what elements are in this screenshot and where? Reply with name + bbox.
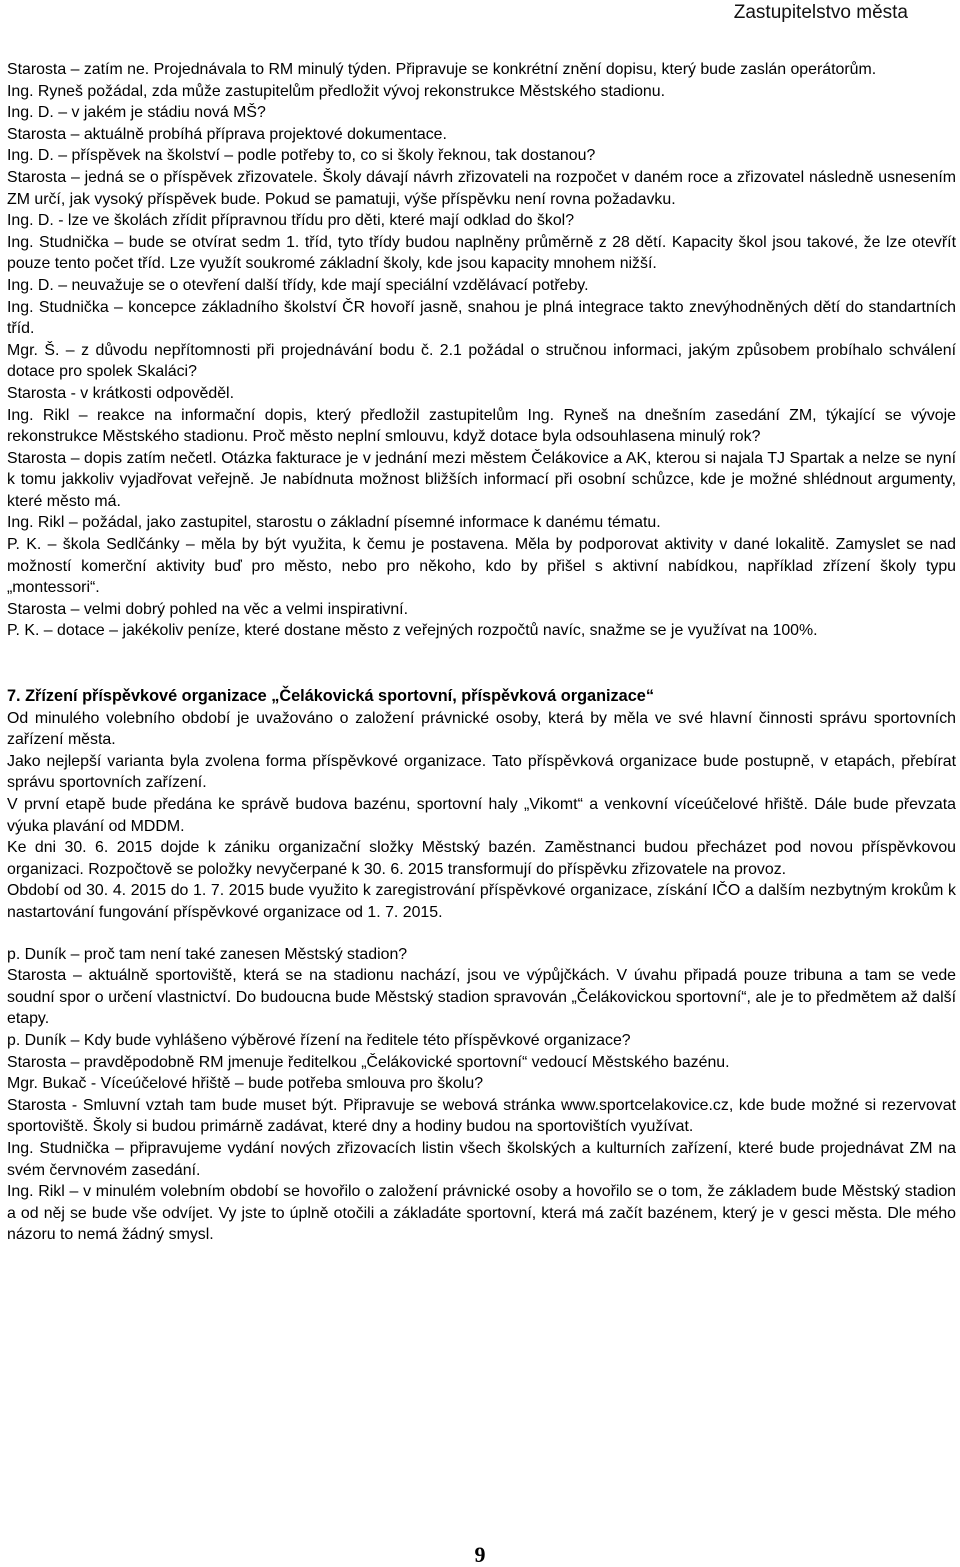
section-spacer: [7, 642, 956, 686]
paragraph: Starosta – zatím ne. Projednávala to RM minulý týden. Připravuje se konkrétní znění dopisu, který bude zaslán operátorům.: [7, 61, 877, 78]
document-body: [7, 59, 956, 1246]
paragraph: Starosta – velmi dobrý pohled na věc a velmi inspirativní.: [7, 600, 408, 618]
paragraph: Starosta – jedná se o příspěvek zřizovatele. Školy dávají návrh zřizovateli na rozpočet v daném roce a zřizovatel následně usnesením ZM určí, jak vysoký příspěvek bude. Pokud se pamatuji, výše příspěvku není rovna požadavku.: [7, 168, 956, 208]
paragraph-spacer: [7, 924, 956, 944]
paragraph: V první etapě bude předána ke správě budova bazénu, sportovní haly „Vikomt“ a venkovní víceúčelové hřiště. Dále bude převzata výuka plavání od MDDM.: [7, 796, 956, 835]
paragraph: Starosta – aktuálně sportoviště, která se na stadionu nachází, jsou ve výpůjčkách. V úvahu připadá pouze tribuna a tam se vede soudní spor o určení vlastnictví. Do budoucna bude Městský stadion spravován „Čelákovickou sportovní“, ale je to předmětem až další etapy.: [7, 967, 956, 1028]
paragraph: Ing. Ryneš požádal, zda může zastupitelům předložit vývoj rekonstrukce Městského stadionu.: [7, 82, 666, 100]
paragraph: Starosta – aktuálně probíhá příprava projektové dokumentace.: [7, 125, 447, 143]
paragraph: Ing. D. – příspěvek na školství – podle potřeby to, co si školy řeknou, tak dostanou?: [7, 147, 596, 165]
paragraph: Ing. Studnička – připravujeme vydání nových zřizovacích listin všech školských a kulturních zařízení, které bude projednávat ZM na svém červnovém zasedání.: [7, 1139, 956, 1179]
paragraph: Starosta – pravděpodobně RM jmenuje ředitelkou „Čelákovické sportovní“ vedoucí Městského bazénu.: [7, 1053, 730, 1071]
paragraph: Období od 30. 4. 2015 do 1. 7. 2015 bude využito k zaregistrování příspěvkové organizace, získání IČO a dalším nezbytným krokům k nastartování fungování příspěvkové organizace od 1. 7. 2015.: [7, 882, 956, 921]
paragraph: P. K. – škola Sedlčánky – měla by být využita, k čemu je postavena. Měla by podporovat aktivity v dané lokalitě. Zamyslet se nad možností komerční aktivity buď pro město, nebo pro někoho, kdo by přišel s aktivní nabídkou, například zřízení školy typu „montessori“.: [7, 536, 956, 597]
paragraph: Ing. Studnička – bude se otvírat sedm 1. tříd, tyto třídy budou naplněny průměrně z 28 dětí. Kapacity škol jsou takové, že lze otevřít pouze tento počet tříd. Lze využít soukromé základní školy, kde jsou kapacity mnohem nižší.: [7, 233, 956, 273]
paragraph: Ing. D. – v jakém je stádiu nová MŠ?: [7, 104, 266, 122]
paragraph: Od minulého volebního období je uvažováno o založení právnické osoby, která by měla ve své hlavní činnosti správu sportovních zařízení města.: [7, 709, 956, 749]
running-header: Zastupitelstvo města: [733, 2, 908, 23]
paragraph: Jako nejlepší varianta byla zvolena forma příspěvkové organizace. Tato příspěvková organizace bude postupně, v etapách, přebírat správu sportovních zařízení.: [7, 752, 956, 792]
paragraph: Ke dni 30. 6. 2015 dojde k zániku organizační složky Městský bazén. Zaměstnanci budou přecházet pod novou příspěvkovou organizaci. Rozpočtově se položky nevyčerpané k 30. 6. 2015 transformují do příspěvku zřizovatele na provoz.: [7, 839, 956, 878]
paragraph: Starosta – dopis zatím nečetl. Otázka fakturace je v jednání mezi městem Čelákovice a AK, kterou si najala TJ Spartak a nelze se nyní k tomu jakkoliv vyjadřovat veřejně. Je nabídnuta možnost bližších informací při osobní schůzce, kde je možné shlédnout argumenty, které město má.: [7, 449, 956, 510]
paragraph: Ing. Studnička – koncepce základního školství ČR hovoří jasně, snahou je plná integrace takto znevýhodněných dětí do standartních tříd.: [7, 298, 956, 338]
paragraph: Starosta - v krátkosti odpověděl.: [7, 384, 234, 402]
paragraph: Ing. D. – neuvažuje se o otevření další třídy, kde mají speciální vzdělávací potřeby.: [7, 276, 589, 294]
paragraph: p. Duník – proč tam není také zanesen Městský stadion?: [7, 945, 408, 963]
paragraph: Ing. Rikl – reakce na informační dopis, který předložil zastupitelům Ing. Ryneš na dnešním zasedání ZM, týkající se vývoje rekonstrukce Městského stadionu. Proč město neplní smlouvu, když dotace byla odsouhlasena minulý rok?: [7, 406, 956, 446]
paragraph: Ing. Rikl – požádal, jako zastupitel, starostu o základní písemné informace k danému tématu.: [7, 514, 661, 532]
paragraph: Mgr. Bukač - Víceúčelové hřiště – bude potřeba smlouva pro školu?: [7, 1075, 484, 1093]
paragraph: Starosta - Smluvní vztah tam bude muset být. Připravuje se webová stránka www.sportcelakovice.cz, kde bude možné si rezervovat sportoviště. Školy si budou primárně zadávat, které dny a hodiny budou na sportovištích využívat.: [7, 1096, 956, 1136]
section-heading: 7. Zřízení příspěvkové organizace „Čelákovická sportovní, příspěvková organizace“: [7, 687, 654, 706]
paragraph: P. K. – dotace – jakékoliv peníze, které dostane město z veřejných rozpočtů navíc, snažme se je využívat na 100%.: [7, 622, 818, 640]
page-number: 9: [474, 1542, 486, 1567]
paragraph: Mgr. Š. – z důvodu nepřítomnosti při projednávání bodu č. 2.1 požádal o stručnou informaci, jakým způsobem probíhalo schválení dotace pro spolek Skaláci?: [7, 341, 956, 381]
paragraph: Ing. D. - lze ve školách zřídit přípravnou třídu pro děti, které mají odklad do škol?: [7, 212, 575, 230]
paragraph: Ing. Rikl – v minulém volebním období se hovořilo o založení právnické osoby a hovořilo se o tom, že základem bude Městský stadion a od něj se bude vše odvíjet. Vy jste to úplně otočili a základáte sportovní, která má začít bazénem, který je v gesci města. Dle mého názoru to nemá žádný smysl.: [7, 1183, 956, 1244]
paragraph: p. Duník – Kdy bude vyhlášeno výběrové řízení na ředitele této příspěvkové organizace?: [7, 1031, 631, 1049]
